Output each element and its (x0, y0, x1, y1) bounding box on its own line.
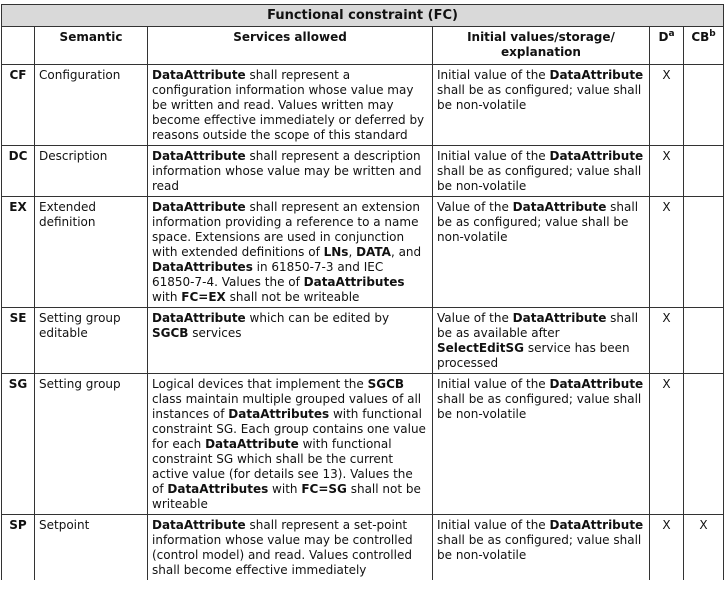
text-run: Initial value of the (437, 68, 550, 82)
bold-term: DataAttribute (152, 149, 246, 163)
text-run: shall be as configured; value shall be non-volatile (437, 164, 642, 193)
header-cb-footnote: b (709, 29, 716, 39)
table-row (2, 197, 724, 308)
semantic-cell: Setting group (35, 374, 148, 515)
bold-term: DataAttribute (549, 68, 644, 82)
cb-mark: X (684, 515, 724, 581)
d-mark: X (650, 65, 684, 146)
header-d-label: D (658, 30, 669, 44)
table-row (2, 515, 724, 581)
bold-term: DataAttributes (303, 275, 405, 289)
bold-term: DATA (356, 245, 391, 259)
bold-term: SGCB (152, 326, 189, 340)
fc-code: SP (2, 515, 35, 581)
text-run: services (188, 326, 242, 340)
initial-values-cell (433, 374, 650, 515)
functional-constraint-table (1, 4, 724, 580)
text-run: with functional constraint SG which shall be the current active value (for details see 13). Values the of (152, 437, 413, 496)
text-run: Logical devices that implement the (152, 377, 368, 391)
semantic-cell: Configuration (35, 65, 148, 146)
header-d (650, 27, 684, 65)
services-cell (148, 65, 433, 146)
text-run: shall not be writeable (152, 482, 421, 511)
fc-code: CF (2, 65, 35, 146)
semantic-cell: Setting group editable (35, 308, 148, 374)
table-row (2, 65, 724, 146)
table-row (2, 374, 724, 515)
text-run: Value of the (437, 200, 513, 214)
text-run: shall be as configured; value shall be non-volatile (437, 200, 639, 244)
d-mark: X (650, 374, 684, 515)
text-run: shall represent an extension information providing a reference to a name space. Extensions are used in conjunction with extended definitions of (152, 200, 420, 259)
text-run: which can be edited by (245, 311, 390, 325)
bold-term: DataAttribute (152, 68, 246, 82)
fc-code: DC (2, 146, 35, 197)
table-title: Functional constraint (FC) (2, 5, 724, 27)
bold-term: DataAttribute (205, 437, 299, 451)
bold-term: FC=SG (301, 482, 347, 496)
text-run: service has been processed (437, 341, 630, 370)
header-d-footnote: a (668, 29, 675, 39)
text-run: , and (390, 245, 422, 259)
d-mark: X (650, 308, 684, 374)
services-cell (148, 374, 433, 515)
initial-values-cell (433, 65, 650, 146)
text-run: in 61850-7-3 and IEC 61850-7-4. Values the of (152, 260, 384, 289)
fc-code: SG (2, 374, 35, 515)
header-cb (684, 27, 724, 65)
cb-mark (684, 308, 724, 374)
fc-code: SE (2, 308, 35, 374)
initial-values-cell (433, 197, 650, 308)
services-cell (148, 515, 433, 581)
bold-term: DataAttribute (549, 518, 644, 532)
semantic-cell: Setpoint (35, 515, 148, 581)
bold-term: SGCB (367, 377, 405, 391)
text-run: shall not be writeable (225, 290, 360, 304)
table-row (2, 308, 724, 374)
bold-term: DataAttribute (512, 200, 607, 214)
text-run: shall be as configured; value shall be non-volatile (437, 83, 642, 112)
cb-mark (684, 197, 724, 308)
bold-term: DataAttributes (167, 482, 269, 496)
semantic-cell: Description (35, 146, 148, 197)
text-run: shall be as configured; value shall be non-volatile (437, 533, 642, 562)
cb-mark (684, 374, 724, 515)
initial-values-cell (433, 308, 650, 374)
header-semantic: Semantic (35, 27, 148, 65)
text-run: shall represent a configuration information whose value may be written and read. Values written may become effective immediately or deferred by reasons outside the scope of this standard (152, 68, 425, 142)
text-run: Value of the (437, 311, 513, 325)
cb-mark (684, 146, 724, 197)
text-run: with (268, 482, 302, 496)
d-mark: X (650, 146, 684, 197)
header-cb-label: CB (691, 30, 710, 44)
bold-term: DataAttribute (152, 518, 246, 532)
header-services-allowed: Services allowed (148, 27, 433, 65)
cb-mark (684, 65, 724, 146)
text-run: Initial value of the (437, 149, 550, 163)
initial-values-cell (433, 515, 650, 581)
semantic-cell: Extended definition (35, 197, 148, 308)
fc-code: EX (2, 197, 35, 308)
bold-term: DataAttribute (152, 311, 246, 325)
text-run: , (348, 245, 357, 259)
text-run: Initial value of the (437, 377, 550, 391)
text-run: shall represent a description information whose value may be written and read (152, 149, 422, 193)
table-row (2, 146, 724, 197)
bold-term: DataAttributes (152, 260, 253, 274)
text-run: Initial value of the (437, 518, 550, 532)
header-code (2, 27, 35, 65)
d-mark: X (650, 515, 684, 581)
header-initial-values: Initial values/storage/ explanation (433, 27, 650, 65)
bold-term: DataAttribute (152, 200, 246, 214)
services-cell (148, 197, 433, 308)
bold-term: DataAttribute (549, 149, 644, 163)
text-run: class maintain multiple grouped values of all instances of (152, 392, 422, 421)
services-cell (148, 308, 433, 374)
d-mark: X (650, 197, 684, 308)
initial-values-cell (433, 146, 650, 197)
text-run: shall represent a set-point information whose value may be controlled (control model) and read. Values controlled shall become effective immediately (152, 518, 413, 577)
bold-term: DataAttribute (512, 311, 607, 325)
table-body (2, 65, 724, 581)
text-run: with (152, 290, 182, 304)
services-cell (148, 146, 433, 197)
bold-term: LNs (323, 245, 349, 259)
bold-term: DataAttribute (549, 377, 644, 391)
text-run: with functional constraint SG. Each group contains one value for each (152, 407, 426, 451)
bold-term: DataAttributes (228, 407, 330, 421)
bold-term: SelectEditSG (437, 341, 525, 355)
text-run: shall be as configured; value shall be non-volatile (437, 392, 642, 421)
text-run: shall be as available after (437, 311, 639, 340)
bold-term: FC=EX (181, 290, 226, 304)
